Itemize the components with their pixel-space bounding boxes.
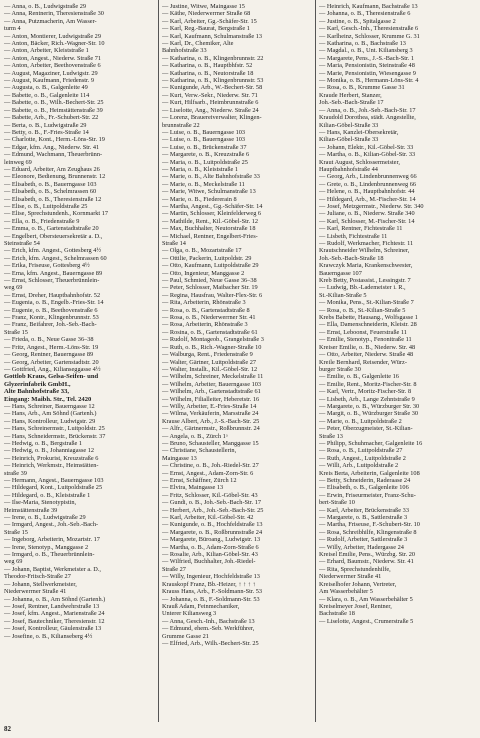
directory-entry: Niederwerrner Straße 41 [4,588,67,596]
directory-entry: — Luise, o. B., Brückenstraße 37 [162,143,247,151]
directory-entry: — Luise, o. B., Bauerngasse 103 [162,136,246,144]
directory-entry: — Karl, Reg.-Baurat, Bergstraße 1 [162,25,250,33]
directory-entry: Krause Albert, Arb., J.-S.-Bach-Str. 25 [162,417,260,425]
column-divider [315,0,316,722]
directory-entry: — Justine, o. B., Spitalgasse 2 [319,17,396,25]
directory-entry: — Marie, o. B., Alte Bahnhofstraße 33 [162,173,260,181]
directory-entry: Bahnhofstraße 33 [162,47,207,55]
directory-entry: — Klara, o. B., Am Wasserbehälter 5 [319,595,413,603]
directory-entry: — Josef, Kontrolleur, Gäulenstraße 13 [4,625,102,633]
directory-entry: — Rosina, o. B., Gartenstadtstraße 61 [162,328,258,336]
directory-entry: — Ernst, Dreher, Hauptbahnhofstr. 52 [4,291,101,299]
directory-entry: — Hans, Schreiner, Bauerngasse 12 [4,402,95,410]
directory-entry: Krauskopf Franz, Bb.-Heizer, ↑ ↑ ↑ ↑ [162,580,256,588]
directory-entry: — Hans, Kontrolleur, Ludwigstr. 29 [4,417,96,425]
directory-entry: — Georg, Rentner, Bauerngasse 89 [4,351,94,359]
directory-entry: — Hans, Schneidermstr., Brückenstr. 37 [4,432,106,440]
directory-entry: — Anton, Bäcker, Rich.-Wagner-Str. 10 [4,40,105,48]
directory-entry: — Emilie, Rent., Moritz-Fischer-Str. 8 [319,380,417,388]
directory-entry: — Frieda, o. B., Neue Gasse 36–38 [4,336,94,344]
directory-entry: — Elisabeth, o. B., Schelmrassen 60 [4,188,97,196]
directory-entry: — Heinrich, Kaufmann, Bachstraße 13 [319,3,418,10]
directory-entry: Grumme Gasse 21 [162,632,209,640]
directory-entry: Straße 15 [4,328,28,336]
directory-entry: — Eleonore, Bedienung, Brunnenstr. 12 [4,173,106,181]
directory-entry: — Wilma, Verkäuferin, Marsstraße 24 [162,410,259,418]
column-left [4,3,156,640]
directory-entry: — Maria, Pensionistin, Steinstraße 48 [319,62,415,70]
directory-entry: Bauerngasse 107 [319,269,362,277]
directory-entry: — Margarete, o. B., Roßbrunnstraße 24 [162,528,263,536]
directory-entry: — Rosa, o. B., Luitpoldstraße 27 [319,447,403,455]
directory-entry: — Eugenie, o. B., Beethovenstraße 6 [4,306,98,314]
directory-entry: Kreisel Emilie, Pens., Würzbg. Str. 20 [319,551,416,559]
directory-entry: bert-Straße 10 [319,499,355,507]
directory-entry: — Anna, o. B., Ludwigstraße 29 [4,3,87,10]
directory-entry: — Hans, Schreinermstr., Luitpoldstr. 25 [4,425,105,433]
directory-entry: — Hildegard, o. B., Kleiststraße 1 [4,491,91,499]
directory-entry: — Elise, o. B., Luitpoldstraße 25 [4,202,88,210]
directory-entry: Straße 15 [4,528,28,536]
directory-entry: — Karl, Arbeiter, Kil.-Göbel-Str. 42 [162,514,254,522]
directory-entry: Kreis Berta, Arbeiterin, Galgenleite 108 [319,469,420,477]
directory-entry: weg 69 [4,558,23,566]
directory-entry: — Otto, Arbeiter, Niederw. Straße 48 [319,351,414,359]
directory-entry: Kreiser Emilie, o. B., Niederw. Str. 48 [319,343,416,351]
directory-entry: — Erhard, Baumstr., Niederw. Str. 41 [319,558,414,566]
directory-entry: Kraut August, Schlossermeister, [319,158,400,166]
directory-entry: — Rita, Arbeiterin, Rhönstraße 3 [162,299,246,307]
directory-entry: — Margarete, o. B., Kreuzstraße 6 [162,151,250,159]
directory-entry: — Eugenia, o. B., Engelb.-Fries-Str. 14 [4,299,104,307]
column-divider [158,0,159,722]
directory-entry: — Emilie, Stenotyp., Fenonitraße 11 [319,336,412,344]
directory-entry: — Emma, o. B., Gartenstadtstraße 20 [4,225,99,233]
directory-entry: — Irmgard, Angest., Joh.-Seb.-Bach- [4,521,99,529]
directory-entry: — Grete, o. B., Lindenbrunnenweg 66 [319,180,417,188]
directory-entry: — Peter, Schlosser, Maibacher Str. 19 [162,284,258,292]
directory-entry: — Katharina, o. B., Hauptbhfstr. 52 [162,62,253,70]
directory-entry: — Edgar, kfm. Ang., Niederw. Str. 41 [4,143,100,151]
directory-entry: — Charlotte, Kont., Herm.-Löns-Str. 19 [4,136,105,144]
directory-entry: — Rosa, o. B., St.-Kilian-Straße 5 [319,306,406,314]
directory-entry: — Angela, o. B., Zürch 1ᵃ [162,432,228,440]
directory-entry: — Karl, Dr., Chemiker, Alte [162,40,234,48]
directory-entry: — Heinrich, Prokurist, Kreuzstraße 6 [4,454,99,462]
directory-entry: — Hans, Arb., Am Söhnd (Gartenh.) [4,410,97,418]
directory-entry: — Monika, o. B., Hermann-Löns-Str. 4 [319,77,419,85]
directory-entry: — Elfried, Arb., Wilh.-Bechert-Str. 25 [162,639,259,647]
directory-entry: — Marie, Witwe, Schulmanstraße 13 [162,188,256,196]
directory-entry: — Johanna, o. B., Theresienstraße 6 [319,10,411,18]
directory-entry: turm 4 [4,25,21,33]
directory-entry: — Rosa, Arbeiterin, Rhönstraße 3 [162,321,248,329]
directory-entry: — Marie, Pensionistin, Wiesengasse 9 [319,69,416,77]
directory-entry: — Erika, Friseuse, Gottesberg 4½ [4,262,90,270]
directory-entry: — Anna, o. B., Joh.-Seb.-Bach-Str. 17 [319,106,416,114]
directory-entry: — Anton, Montierer, Ludwigstraße 29 [4,32,101,40]
directory-entry: Alte Bahnhofstraße 33, [4,388,70,396]
directory-entry: Niederwerrner Straße 41 [319,573,382,581]
directory-entry: Kilian-Göbel-Straße 33 [319,136,379,144]
directory-entry: Hauptbahnhofstraße 44 [319,165,378,173]
directory-entry: Straße 27 [162,565,186,573]
directory-entry: — Wilhelm, Filialleiter, Heberetstr. 16 [162,395,260,403]
directory-entry: — Engelbert, Obersteuersekretär a. D., [4,232,103,240]
directory-entry: Kraudold Dorothea, städt. Angestellte, [319,114,416,122]
directory-entry: — Max, Buchhalter, Neutorstraße 18 [162,225,256,233]
directory-entry: — Johann, Elektr., Kil.-Göbel-Str. 33 [319,143,414,151]
directory-entry: — Karl, Schlosser, M.-Fischer-Str. 14 [319,217,415,225]
directory-entry: — August, Magaziner, Ludwigstr. 29 [4,69,98,77]
directory-entry: Eingang: Maibh. Str., Tel. 2420 [4,395,92,403]
directory-entry: — Georg, Arb., Lindenbrunnenweg 66 [319,173,417,181]
directory-entry: — Anton, Arbeiter, Beethovenstraße 6 [4,62,101,70]
directory-entry: Am Wasserbehälter 5 [319,588,373,596]
directory-entry: — Ernst, Schäffner, Zürch 12 [162,477,237,484]
directory-entry: — Franz, Beifahrer, Joh.-Seb.-Bach- [4,321,97,329]
directory-entry: — Wilhelm, Arbeiter, Bauerngasse 103 [162,380,262,388]
directory-entry: — Babette, o. B., Heimstättenstraße 39 [4,106,103,114]
directory-entry: — Kurt, Hilfsarb., Heimbrunnstraße 6 [162,99,259,107]
directory-entry: — Rudolf, Montageob., Grangelstraße 3 [162,336,264,344]
directory-entry: Heimstättenstraße 39 [4,506,58,514]
directory-entry: Unterer Kiliansweg 3 [162,610,217,618]
directory-entry: — Hildegard, Arb., M.-Fischer-Str. 14 [319,195,416,203]
directory-entry: — Katharina, o. B., Bachstraße 13 [319,40,406,48]
directory-entry: — Karl, Vertr., Moritz-Fischer-Str. 8 [319,388,412,396]
directory-entry: — Josef, Rentner, Landwehrstraße 13 [4,602,100,610]
directory-entry: — Willy, Ingenieur, Hochfeldstraße 13 [162,573,260,581]
directory-entry: — Elisabeth, o. B., Galgenleite 106 [319,484,409,492]
directory-entry: — Irmgard, o. B., Theuerbrünnlein- [4,551,95,559]
directory-entry: — Ernst, Schlosser, Theuerbrünnlein- [4,277,100,285]
column-right [319,3,471,625]
directory-entry: Krawczyk Maria, Krankenschwester, [319,262,413,270]
directory-entry: — Bruno, Schausteller, Manggasse 15 [162,439,259,447]
directory-entry: Krauss Hans, Arb., F.-Soldmann-Str. 53 [162,588,263,596]
directory-entry: Joh.-Seb.-Bach-Straße 17 [319,99,384,107]
directory-entry: weg 69 [4,284,23,292]
directory-entry: Krauß Adam, Feinmechaniker, [162,602,240,610]
directory-entry: — Ernst, Angest., Adam-Zorn-Str. 6 [162,469,254,477]
directory-entry: — Josef, Metzgermstr., Niederw. Str. 340 [319,202,424,210]
directory-entry: — Johann, Baptist, Werkmeister a. D., [4,565,101,573]
directory-entry: — Georg, Arbeiter, Gartenstadtstr. 20 [4,358,99,366]
column-middle [162,3,314,647]
directory-entry: — Heinrich, Werkmstr., Heimstätten- [4,462,99,470]
directory-entry: — Josef, kfm. Angest., Marienstraße 24 [4,610,105,618]
directory-entry: — Marie, o. B., Luitpoldstraße 2 [319,417,402,425]
directory-entry: — Katharina, o. B., Klingenbrunnstr. 53 [162,77,264,85]
directory-entry: — Hedwig, o. B., Bergstraße 1 [4,439,83,447]
directory-entry: — Franz, Kontr., Klingenbrunnstr. 53 [4,314,99,322]
directory-entry: — August, Kaufmann, Friedenstr. 9 [4,77,95,85]
directory-entry: — Betty, Schneiderin, Raderaase 24 [319,477,411,484]
directory-entry: — Willi, Arb., Luitpoldstraße 2 [319,462,399,470]
directory-entry: — Kurt, Verw.-Sekr., Niederw. Str. 71 [162,91,258,99]
directory-entry: — Babette, Arb., Fr.-Schubert-Str. 22 [4,114,99,122]
directory-entry: — Karlheinz, Schlosser, Krumme G. 31 [319,32,420,40]
directory-entry: — Karl, Gesch.-Inh., Theresienstraße 6 [319,25,419,33]
directory-entry: Gottlob Kraus, Gelsa-Seifen- und [4,373,99,381]
directory-entry: straße 39 [4,469,27,477]
directory-entry: — Elisabeth, o. B., Bauerngasse 103 [4,180,97,188]
directory-entry: — Ruth, Angest., Luitpoldstraße 2 [319,454,406,462]
directory-entry: — Erna, kfm. Angest., Bauerngasse 89 [4,269,103,277]
directory-entry: — Erich, kfm. Angest., Schelmrassen 60 [4,254,107,262]
directory-entry: — Margit, o. B., Würzburger Straße 30 [319,410,418,418]
directory-entry: burger Straße 30 [319,365,361,373]
directory-entry: — Karl, Rentner, Fichtestraße 11 [319,225,403,233]
directory-entry: — Margarete, Pens., J.-S.-Bach-Str. 1 [319,54,415,62]
directory-entry: — Ernst, Leboonst, Feuerstraße 11 [319,328,407,336]
page-number: 82 [4,725,11,733]
directory-entry: — Ella, o. B., Friedenstraße 9 [4,217,80,225]
directory-entry: — Karl, Arbeiter, Brückenstraße 33 [319,506,409,514]
directory-entry: — Karl, Arbeiter, Gg.-Schäfer-Str. 15 [162,17,257,25]
directory-entry: — Juliane, o. B., Niederw. Straße 340 [319,210,415,218]
directory-entry: Joh.-Seb.-Bach-Straße 18 [319,254,384,262]
directory-entry: — Justine, Witwe, Maingasse 15 [162,3,245,10]
directory-entry: — Elvira, Maingasse 13 [162,484,224,492]
directory-entry: Krautschneider Wilhelm, Schreiner, [319,247,410,255]
directory-entry: — Liselotte, Angest., Crumerstraße 5 [319,617,414,625]
directory-entry: — Rosa, Schreibhilfe, Klingenstraße 8 [319,528,417,536]
directory-entry: — Liselotte, Ang., Niederw. Straße 24 [162,106,259,114]
directory-entry: Bachstraße 18 [319,610,355,618]
directory-entry: — Wilhelm, Schreiner, Meckelstraße 11 [162,373,264,381]
directory-entry: Kreiselmeyer Josef, Rentner, [319,602,392,610]
directory-entry: — Josef, Bautechniker, Theresienstr. 12 [4,617,105,625]
directory-entry: — Rosa, o. B., Krumme Gasse 31 [319,84,405,92]
directory-entry: — Rosa, o. B., Gartenstadtstraße 8 [162,306,250,314]
directory-entry: Kraude Herbert, Stanzer, [319,91,382,99]
directory-entry: — Johanna, o. B., F.-Soldmann-Str. 53 [162,595,260,603]
directory-entry: Kreb Betty, Postassist., Lessingstr. 7 [319,277,411,285]
directory-entry: — Willy, Arbeiter, Hadergasse 24 [319,543,404,551]
directory-entry: — Betty, o. B., F.-Fries-Straße 14 [4,128,89,136]
directory-entry: — Anna, Putzmacherin, Am Wasser- [4,17,97,25]
directory-entry: — Margarete, o. B., Sattlerstraße 3 [319,514,408,522]
directory-entry: — Babette, o. B., Galgenleite 114 [4,91,90,99]
directory-entry: — Otto, Ingenieur, Manggasse 2 [162,269,245,277]
directory-entry: — Babette, o. B., Wilh.-Bechert-Str. 25 [4,99,104,107]
directory-entry: — Ottilie, Packerin, Luitpoldstr. 29 [162,254,252,262]
directory-entry: — Hildegard, Kont., Luitpoldstraße 25 [4,484,103,492]
directory-entry: Straße 13 [319,432,343,440]
directory-entry: Kreiselhofer Johann, Vertreter, [319,580,397,588]
directory-entry: — Anton, Angest., Niederw. Straße 71 [4,54,102,62]
directory-entry: — Ruth, o. B., Rich.-Wagner-Straße 10 [162,343,262,351]
directory-entry: — Rita, Sprechstundenhilfe, [319,565,391,573]
directory-entry: — Maria, o. B., Kleiststraße 1 [162,165,239,173]
directory-entry: — Elise, Sprechstundenh., Kornmarkt 17 [4,210,109,218]
directory-entry: — Edmund, Wachmann, Theuerbrünn- [4,151,103,159]
directory-entry: — Maria, o. B., Luitpoldstraße 25 [162,158,248,166]
directory-entry: — Lisbeth, Fichtestraße 11 [319,232,388,240]
directory-entry: — Martha, Angest., Gg.-Schäfer-Str. 14 [162,202,263,210]
directory-entry: — Regina, Hausfrau, Walter-Flex-Str. 6 [162,291,263,299]
directory-entry: — Karl, Kaufmann, Schulmanstraße 13 [162,32,263,40]
directory-entry: — Rudolf, Arbeiter, Sattlerstraße 3 [319,536,408,544]
directory-entry: — Michael, Rentner, Engelbert-Fries- [162,232,258,240]
directory-entry: — Edmund, ehem.-Seb. Werkführer, [162,625,255,633]
directory-entry: — Marie, o. B., Fiedererain 8 [162,195,237,203]
directory-entry: Krebs Babette, Hausang., Wolfsgasse 1 [319,314,418,322]
directory-entry: — Peter, Oberzugmeister, St.-Kilian- [319,425,413,433]
directory-entry: — Margarete, o. B., Würzburger Str. 30 [319,402,420,410]
directory-entry: — Hedwig, o. B., Johanniagasse 12 [4,447,95,455]
directory-entry: — Gundi, o. B., Joh.-Seb.-Bach-Str. 17 [162,499,261,507]
directory-entry: — Wilfried, Buchhalter, Joh.-Riedel- [162,558,256,566]
directory-entry: — Lorenz, Brauereiverwalter, Klingen- [162,114,262,122]
directory-entry: — Erich, kfm. Angest., Gottesberg 4½ [4,247,102,255]
directory-entry: — Johanna, o. B., Am Söhnd (Gartenh.) [4,595,106,603]
directory-entry: — Emilie, o. B., Galgenleite 16 [319,373,399,381]
directory-entry: — Helene, o. B., Hauptbahnhofstr. 44 [319,188,415,196]
directory-entry: — Christiane, Schaustellerin, [162,447,237,455]
directory-entry: — Irene, Stenotyp., Manggasse 2 [4,543,89,551]
directory-entry: — Hermann, Angest., Bauerngasse 103 [4,477,104,484]
directory-entry: — Augusta, o. B., Galgenleite 49 [4,84,88,92]
directory-entry: — Kunigunde, o. B., Hochfeldstraße 13 [162,521,263,529]
directory-entry: — Ingeborg, Arbeiterin, Mozartstr. 17 [4,536,100,544]
directory-entry: — Magdal., o. B., Unt. Kiliansberg 3 [319,47,413,55]
directory-entry: — Rosalie, Arb., Kilian-Göbel-Str. 43 [162,551,258,559]
directory-entry: — Luise, o. B., Bauerngasse 103 [162,128,246,136]
directory-entry: — Philipp, Schuhmacher, Galgenleite 16 [319,439,423,447]
directory-entry: — Margarete, Büroang., Ludwigstr. 13 [162,536,261,544]
directory-entry: — Elisabeth, o. B., Theresienstraße 12 [4,195,102,203]
directory-entry: — Ludwig, Bb.-Lademeister i. R., [319,284,406,292]
directory-entry: Theodor-Fritsch-Straße 27 [4,573,71,581]
directory-entry: — Katharina, o. B., Neutorstraße 18 [162,69,254,77]
directory-entry: — Josefine, o. B., Kilianseberg 4½ [4,632,93,640]
directory-entry: — Erwin, Friseurmeister, Franz-Schu- [319,491,416,499]
directory-entry: — Katharina, o. B., Klingenbrunnstr. 22 [162,54,264,62]
directory-entry: Straße 14 [162,240,186,247]
directory-entry: St.-Kilian-Straße 5 [319,291,367,299]
directory-entry: — Willy, Arbeiter, E.-Fries-Straße 14 [162,402,257,410]
directory-entry: — Martha, o. B., Kilian-Göbel-Str. 33 [319,151,416,159]
directory-entry: — Paul, Schmied, Neue Gasse 36–38 [162,277,257,285]
directory-entry: — Berta, o. B., Ludwigstraße 29 [4,121,87,129]
directory-entry: — Fritz, Angest., Herm.-Löns-Str. 19 [4,343,99,351]
directory-entry: — Wilhelm, Arb., Gartenstadtstraße 61 [162,388,261,396]
directory-entry: — Walburga, Rent., Friedenstraße 9 [162,351,253,359]
directory-entry: — Martha, Friseuse, F.-Schubert-Str. 10 [319,521,420,529]
directory-entry: — Marie, o. B., Meckelstraße 11 [162,180,245,188]
directory-entry: Glyzerinfabrik GmbH., [4,380,71,388]
directory-entry: — Eduard, Arbeiter, Am Zeughaus 26 [4,165,100,173]
directory-entry: — Otto, Kaufmann, Luitpoldstraße 29 [162,262,259,270]
directory-entry: — Herbert, Arb., Joh.-Seb.-Bach-Str. 25 [162,506,264,514]
directory-entry: Maingasse 13 [162,454,197,462]
directory-entry: — Rosa, o. B., Niederwerrner Str. 41 [162,314,256,322]
directory-entry: — Ilse-Maria, Stenotypistin, [4,499,77,507]
directory-entry: Steinstraße 54 [4,240,40,247]
directory-entry: — Lisbeth, Arb., Lange Zehntstraße 9 [319,395,415,403]
directory-entry: — Martha, o. B., Adam-Zorn-Straße 6 [162,543,259,551]
directory-entry: — Gottfried, Ang., Kilianseggasse 4½ [4,365,101,373]
directory-entry: — Mathilde, Rent., Kil.-Göbel-Str. 12 [162,217,259,225]
directory-entry: — Olga, o. B., Mozartstraße 17 [162,247,242,255]
directory-entry: — Anna, Rentnerin, Theresienstraße 30 [4,10,104,18]
directory-entry: — Alfr., Gärtnermstr., Roßbrunnstr. 24 [162,425,260,433]
directory-entry: brunnstraße 22 [162,121,200,129]
directory-entry: — Hans, Kanzlei-Obersekretär, [319,128,399,136]
directory-entry: — Walter, Installt., Kil.-Göbel-Str. 12 [162,365,258,373]
directory-entry: — Anna, Gesch.-Inh., Bachstraße 13 [162,617,255,625]
directory-entry: Kilian-Göbel-Straße 33 [319,121,379,129]
directory-entry: — Christine, o. B., Joh.-Riedel-Str. 27 [162,462,259,470]
directory-entry: — Walter, Gärtner, Luitpoldstraße 27 [162,358,256,366]
directory-entry: Kreile Bernhard, Reisender, Würz- [319,358,407,366]
directory-entry: — Kunigunde, Arb., W.-Bechert-Str. 58 [162,84,263,92]
directory-entry: — Käthe, Niederwerrner Straße 68 [162,10,251,18]
directory-entry: — Fritz, Schlosser, Kil.-Göbel-Str. 43 [162,491,258,499]
directory-entry: — Monika, Pens., St.-Kilian-Straße 7 [319,299,414,307]
directory-entry: — Ella, Damenschneiderin, Kleistr. 28 [319,321,417,329]
directory-entry: — Irene, o. B., Ludwigstraße 29 [4,514,86,522]
directory-entry: — Martin, Schlosser, Kleinfelderweg 6 [162,210,262,218]
directory-entry: — Rudolf, Werkmacher, Fichtestr. 11 [319,240,414,247]
directory-entry: leinweg 69 [4,158,32,166]
directory-entry: — Anton, Arbeiter, Kleiststraße 1 [4,47,89,55]
directory-entry: — Johann, Stellwerkmeister, [4,580,77,588]
